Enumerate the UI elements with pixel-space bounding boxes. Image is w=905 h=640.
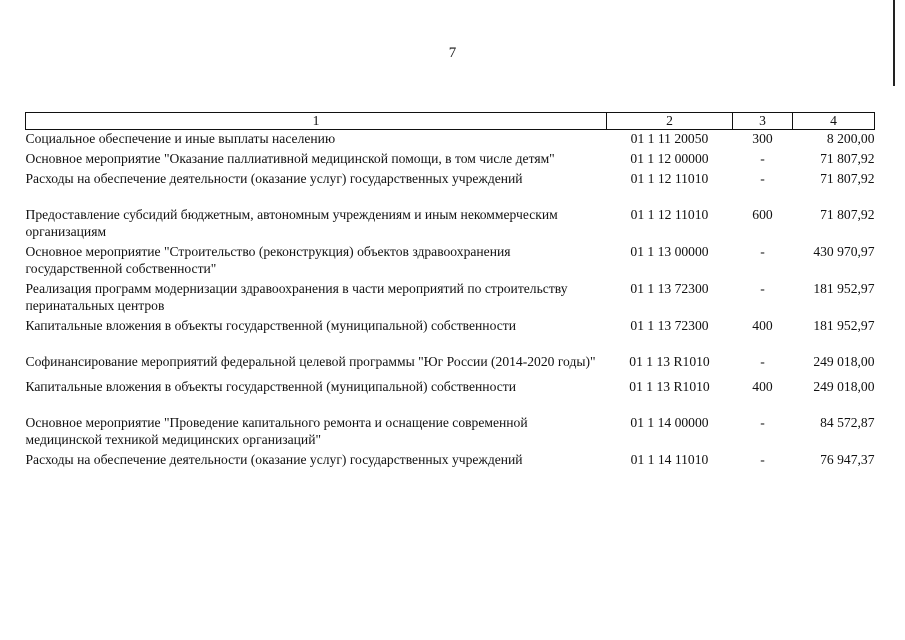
table-row <box>26 378 875 414</box>
table-row <box>26 243 875 280</box>
row-name: Основное мероприятие "Оказание паллиативной медицинской помощи, в том числе детям" <box>25 151 555 166</box>
row-expense-type: 600 <box>752 207 773 222</box>
row-code: 01 1 12 11010 <box>630 207 709 222</box>
row-name: Капитальные вложения в объекты государственной (муниципальной) собственности <box>25 318 516 333</box>
row-amount: 71 807,92 <box>820 151 875 166</box>
page-number: 7 <box>448 45 457 61</box>
row-code: 01 1 13 00000 <box>630 244 709 259</box>
row-code: 01 1 13 72300 <box>630 318 709 333</box>
table-row <box>26 170 875 206</box>
row-expense-type: - <box>760 281 765 296</box>
row-expense-type: - <box>760 452 765 467</box>
row-amount: 8 200,00 <box>826 131 875 146</box>
row-name: Софинансирование мероприятий федеральной целевой программы "Юг России (2014-2020 годы)" <box>25 354 596 369</box>
row-code: 01 1 12 11010 <box>630 171 709 186</box>
row-amount: 181 952,97 <box>813 281 875 296</box>
header-row <box>26 113 875 130</box>
row-code: 01 1 13 72300 <box>630 281 709 296</box>
row-name: Капитальные вложения в объекты государственной (муниципальной) собственности <box>25 379 516 394</box>
table-row <box>26 206 875 243</box>
row-code: 01 1 11 20050 <box>630 131 709 146</box>
row-code: 01 1 13 R1010 <box>629 354 710 369</box>
row-expense-type: - <box>760 354 765 369</box>
row-code: 01 1 13 R1010 <box>629 379 710 394</box>
row-amount: 430 970,97 <box>813 244 875 259</box>
table-row <box>26 130 875 151</box>
header-col-1: 1 <box>26 113 607 130</box>
row-amount: 181 952,97 <box>813 318 875 333</box>
row-expense-type: - <box>760 171 765 186</box>
table-body <box>26 130 875 472</box>
row-amount: 76 947,37 <box>820 452 875 467</box>
row-name: Реализация программ модернизации здравоохранения в части мероприятий по строительству перинатальных центров <box>25 281 568 313</box>
header-col-2: 2 <box>607 113 733 130</box>
row-name: Расходы на обеспечение деятельности (оказание услуг) государственных учреждений <box>25 452 523 467</box>
budget-table <box>25 112 875 471</box>
row-expense-type: - <box>760 244 765 259</box>
row-amount: 71 807,92 <box>820 207 875 222</box>
table-row <box>26 280 875 317</box>
page-edge-mark <box>893 0 895 86</box>
row-name: Расходы на обеспечение деятельности (оказание услуг) государственных учреждений <box>25 171 523 186</box>
row-expense-type: 400 <box>752 318 773 333</box>
row-name: Основное мероприятие "Проведение капитального ремонта и оснащение современной медицинской техникой медицинских организаций" <box>25 415 528 447</box>
table-row <box>26 353 875 378</box>
row-expense-type: 300 <box>752 131 773 146</box>
table-row <box>26 150 875 170</box>
header-col-3: 3 <box>733 113 793 130</box>
row-expense-type: - <box>760 415 765 430</box>
row-amount: 71 807,92 <box>820 171 875 186</box>
row-code: 01 1 14 11010 <box>630 452 709 467</box>
header-col-4: 4 <box>793 113 875 130</box>
row-code: 01 1 14 00000 <box>630 415 709 430</box>
table-row <box>26 317 875 353</box>
row-expense-type: - <box>760 151 765 166</box>
row-name: Предоставление субсидий бюджетным, автономным учреждениям и иным некоммерческим организациям <box>25 207 558 239</box>
row-expense-type: 400 <box>752 379 773 394</box>
row-amount: 249 018,00 <box>813 379 875 394</box>
row-code: 01 1 12 00000 <box>630 151 709 166</box>
row-amount: 249 018,00 <box>813 354 875 369</box>
row-amount: 84 572,87 <box>820 415 875 430</box>
table-row <box>26 414 875 451</box>
table-row <box>26 451 875 471</box>
row-name: Социальное обеспечение и иные выплаты населению <box>25 131 336 146</box>
row-name: Основное мероприятие "Строительство (реконструкция) объектов здравоохранения государственной собственности" <box>25 244 511 276</box>
